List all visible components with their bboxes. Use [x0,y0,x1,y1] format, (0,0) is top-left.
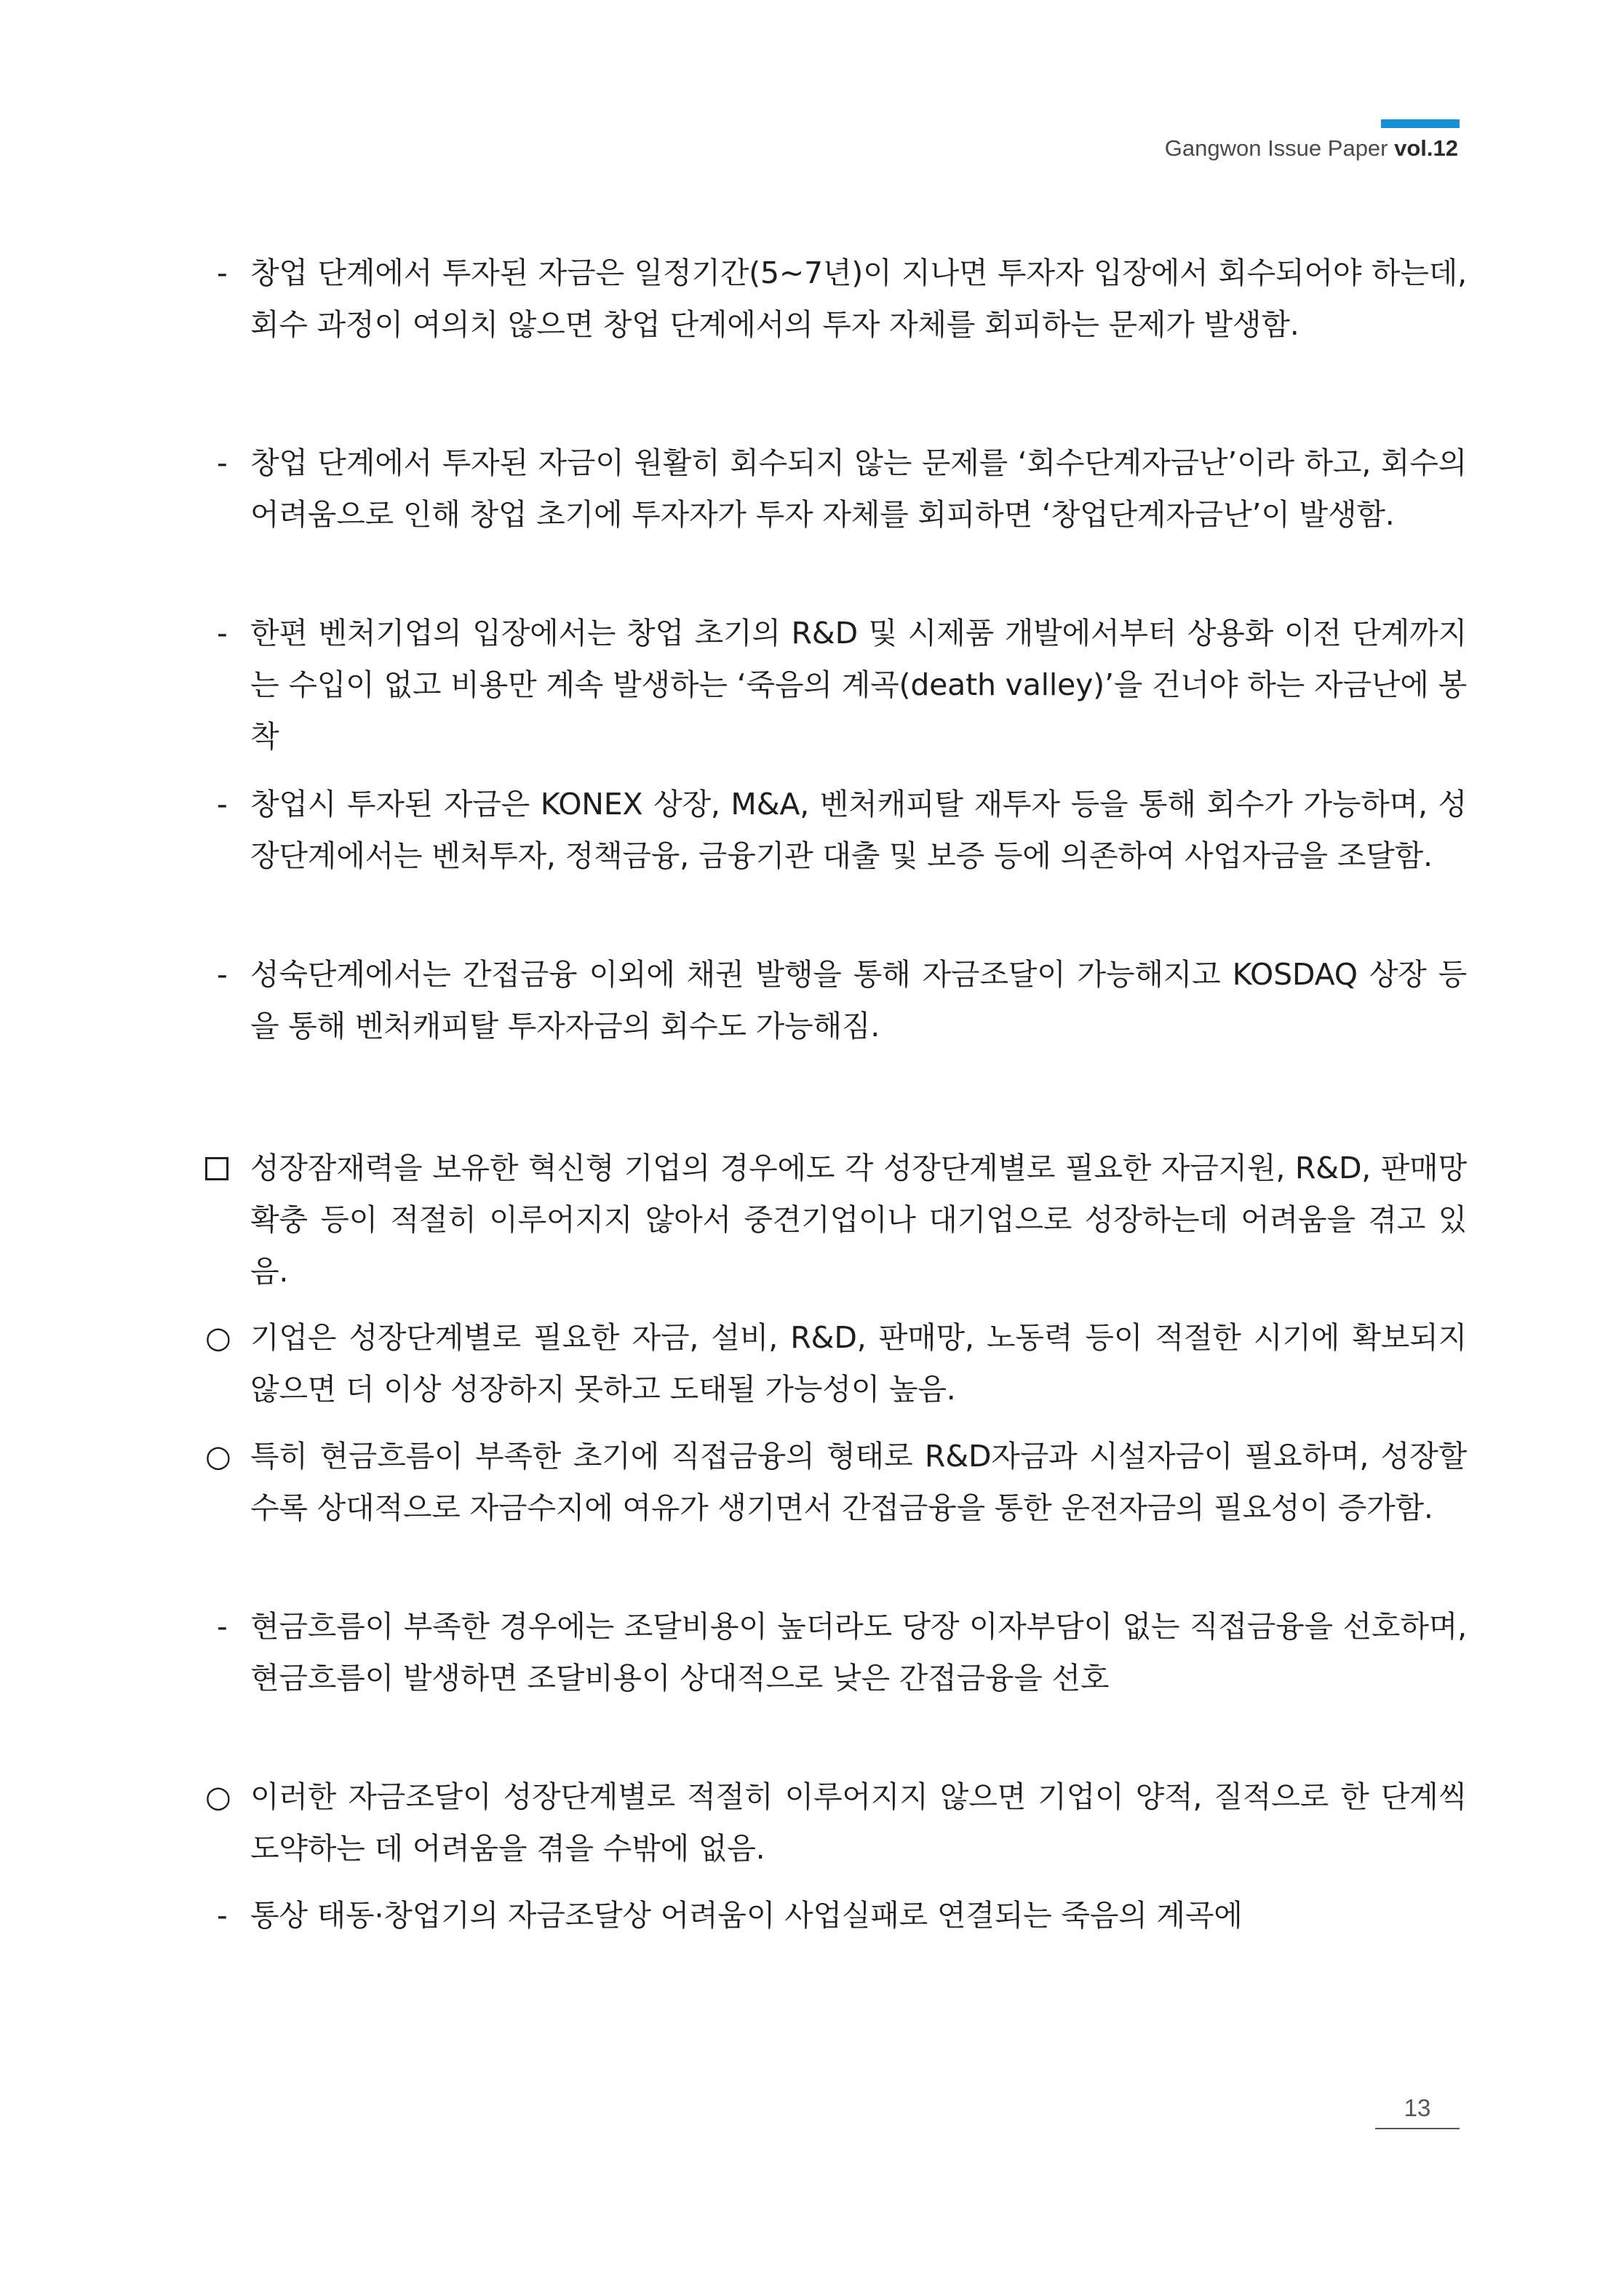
page-number: 13 [1404,2094,1431,2121]
circle-marker: ○ [205,1320,231,1355]
bullet-item: 통상 태동·창업기의 자금조달상 어려움이 사업실패로 연결되는 죽음의 계곡에 [250,1898,1243,1933]
dash-marker: - [217,255,228,290]
circle-marker: ○ [205,1779,231,1814]
dash-marker: - [217,616,228,651]
dash-marker: - [217,445,228,480]
checkbox-icon [205,1157,228,1180]
bullet-item: 기업은 성장단계별로 필요한 자금, 설비, R&D, 판매망, 노동력 등이 적절한 시기에 확보되지 않으면 더 이상 성장하지 못하고 도태될 가능성이 높음. [250,1320,1467,1407]
bullet-item: 한편 벤처기업의 입장에서는 창업 초기의 R&D 및 시제품 개발에서부터 상용화 이전 단계까지는 수입이 없고 비용만 계속 발생하는 ‘죽음의 계곡(death valley)’을 건너야 하는 자금난에 봉착 [250,616,1467,754]
bullet-item: 이러한 자금조달이 성장단계별로 적절히 이루어지지 않으면 기업이 양적, 질적으로 한 단계씩 도약하는 데 어려움을 겪을 수밖에 없음. [250,1779,1467,1866]
page-number-rule [1375,2128,1460,2129]
dash-marker: - [217,1898,228,1933]
publication-title: Gangwon Issue Paper [1164,135,1395,161]
circle-marker: ○ [205,1439,231,1474]
bullet-item: 창업시 투자된 자금은 KONEX 상장, M&A, 벤처캐피탈 재투자 등을 통해 회수가 가능하며, 성장단계에서는 벤처투자, 정책금융, 금융기관 대출 및 보증 등에 의존하여 사업자금을 조달함. [250,787,1467,873]
bullet-item: 창업 단계에서 투자된 자금이 원활히 회수되지 않는 문제를 ‘회수단계자금난’이라 하고, 회수의 어려움으로 인해 창업 초기에 투자자가 투자 자체를 회피하면 ‘창업단계자금난’이 발생함. [250,445,1467,532]
volume-label: vol.12 [1394,135,1458,161]
dash-marker: - [217,957,228,992]
bullet-item: 특히 현금흐름이 부족한 초기에 직접금융의 형태로 R&D자금과 시설자금이 필요하며, 성장할수록 상대적으로 자금수지에 여유가 생기면서 간접금융을 통한 운전자금의 필요성이 증가함. [250,1439,1467,1525]
dash-marker: - [217,1609,228,1644]
bullet-item: 성숙단계에서는 간접금융 이외에 채권 발행을 통해 자금조달이 가능해지고 KOSDAQ 상장 등을 통해 벤처캐피탈 투자자금의 회수도 가능해짐. [250,957,1467,1044]
dash-marker: - [217,787,228,822]
bullet-item: 창업 단계에서 투자된 자금은 일정기간(5∼7년)이 지나면 투자자 입장에서 회수되어야 하는데, 회수 과정이 여의치 않으면 창업 단계에서의 투자 자체를 회피하는 문제가 발생함. [250,255,1467,342]
bullet-item: 현금흐름이 부족한 경우에는 조달비용이 높더라도 당장 이자부담이 없는 직접금융을 선호하며, 현금흐름이 발생하면 조달비용이 상대적으로 낮은 간접금융을 선호 [250,1609,1467,1696]
section-item: 성장잠재력을 보유한 혁신형 기업의 경우에도 각 성장단계별로 필요한 자금지원, R&D, 판매망 확충 등이 적절히 이루어지지 않아서 중견기업이나 대기업으로 성장하는데 어려움을 겪고 있음. [250,1151,1467,1289]
